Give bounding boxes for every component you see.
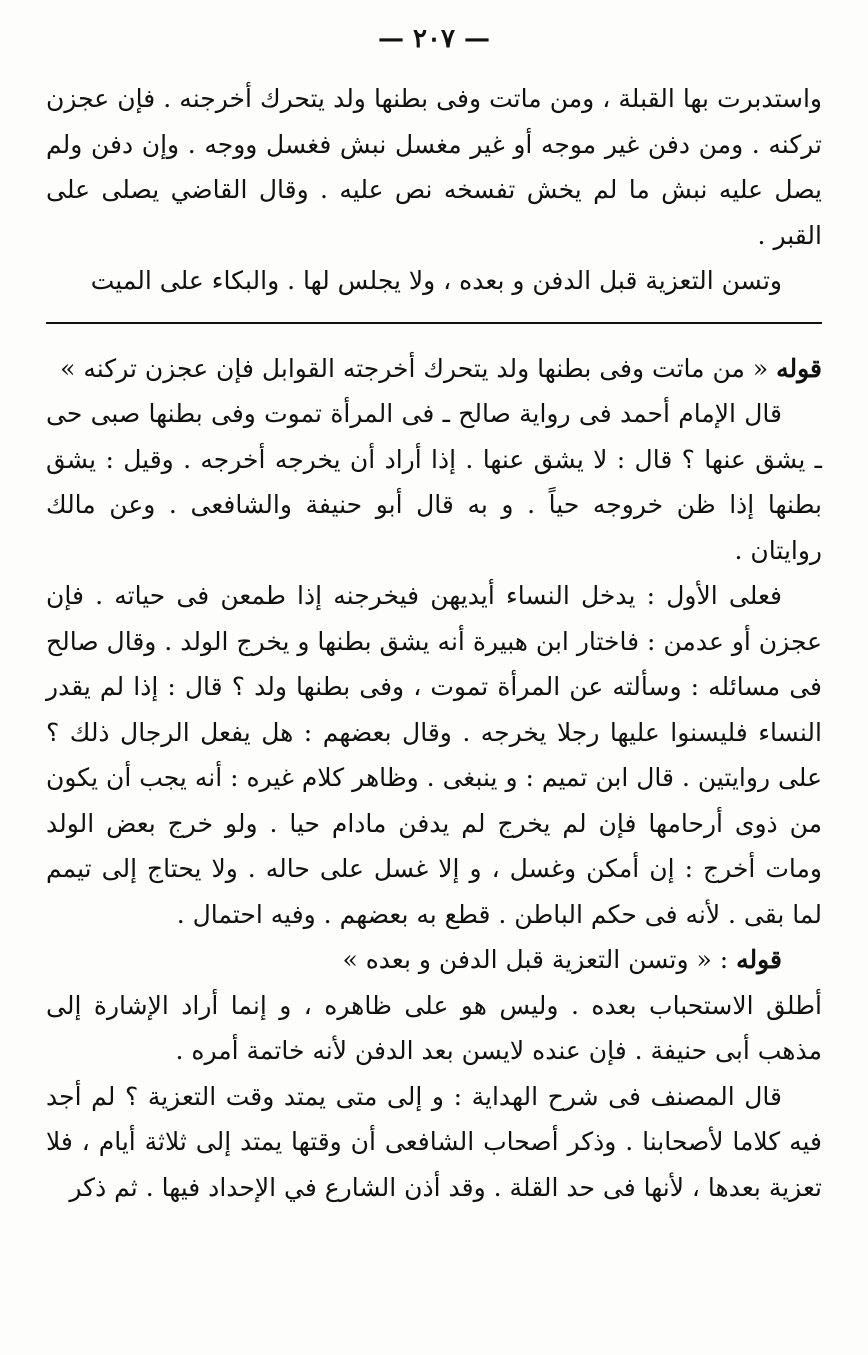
paragraph-lead: قوله xyxy=(776,353,822,383)
main-text xyxy=(46,76,822,304)
paragraph-text: : « وتسن التعزية قبل الدفن و بعده » xyxy=(342,945,737,974)
paragraph-text: « من ماتت وفى بطنها ولد يتحرك أخرجته القوابل فإن عجزن تركنه » xyxy=(60,353,777,383)
commentary-paragraph xyxy=(46,937,822,983)
commentary-paragraph: أطلق الاستحباب بعده . وليس هو على ظاهره ، و إنما أراد الإشارة إلى مذهب أبى حنيفة . فإن عنده لايسن بعد الدفن لأنه خاتمة أمره . xyxy=(46,990,822,1065)
page-number: — ٢٠٧ — xyxy=(377,24,491,54)
commentary-paragraph xyxy=(46,346,822,392)
section-divider xyxy=(46,322,822,324)
commentary-paragraph: قال الإمام أحمد فى رواية صالح ـ فى المرأة تموت وفى بطنها صبى حى ـ يشق عنها ؟ قال : لا يشق عنها . إذا أراد أن يخرجه أخرجه . وقيل : يشق بطنها إذا ظن خروجه حياً . و به قال أبو حنيفة والشافعى . وعن مالك روايتان . xyxy=(46,399,822,565)
commentary-paragraph: فعلى الأول : يدخل النساء أيديهن فيخرجنه إذا طمعن فى حياته . فإن عجزن أو عدمن : فاختار ابن هبيرة أنه يشق بطنها و يخرج الولد . وقال صالح فى مسائله : وسألته عن المرأة تموت ، وفى بطنها ولد ؟ قال : إذا لم يقدر النساء فليسنوا عليها رجلا يخرجه . وقال بعضهم : هل يفعل الرجال ذلك ؟ على روايتين . قال ابن تميم : و ينبغى . وظاهر كلام غيره : أنه يجب أن يكون من ذوى أرحامها فإن لم يخرج لم يدفن مادام حيا . ولو خرج بعض الولد ومات أخرج : إن أمكن وغسل ، و إلا غسل على حاله . ولا يحتاج إلى تيمم لما بقى . لأنه فى حكم الباطن . قطع به بعضهم . وفيه احتمال . xyxy=(46,581,822,929)
commentary-paragraph: قال المصنف فى شرح الهداية : و إلى متى يمتد وقت التعزية ؟ لم أجد فيه كلاما لأصحابنا . وذكر أصحاب الشافعى أن وقتها يمتد إلى ثلاثة أيام ، فلا تعزية بعدها ، لأنها فى حد القلة . وقد أذن الشارع في الإحداد فيها . ثم ذكر xyxy=(46,1081,822,1202)
main-paragraph: وتسن التعزية قبل الدفن و بعده ، ولا يجلس لها . والبكاء على الميت xyxy=(90,266,782,295)
main-paragraph: واستدبرت بها القبلة ، ومن ماتت وفى بطنها ولد يتحرك أخرجنه . فإن عجزن تركنه . ومن دفن غير موجه أو غير مغسل نبش فغسل ووجه . وإن دفن ولم يصل عليه نبش ما لم يخش تفسخه نص عليه . وقال القاضي يصلى على القبر . xyxy=(46,84,822,250)
commentary xyxy=(46,346,822,1211)
paragraph-lead: قوله xyxy=(736,945,782,974)
